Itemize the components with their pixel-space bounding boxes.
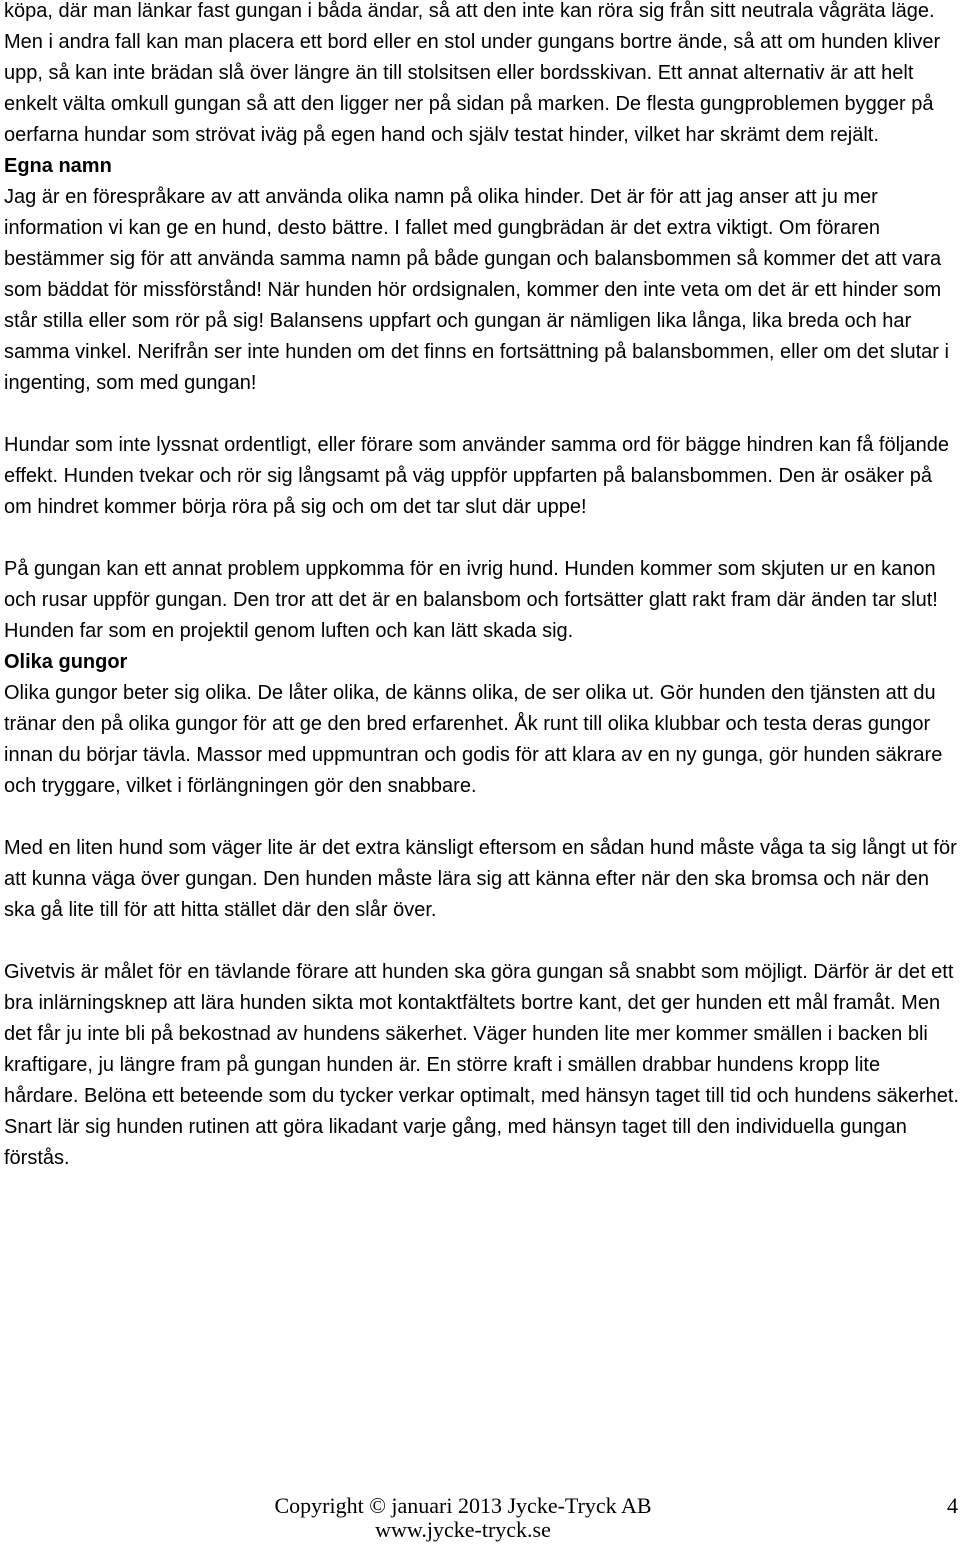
heading-olika-gungor: Olika gungor	[4, 651, 128, 673]
paragraph-effekt: Hundar som inte lyssnat ordentligt, eller förare som använder samma ord för bägge hindren kan få följande effekt. Hunden tvekar och rör sig långsamt på väg uppför uppfarten på balansbommen. Den är osäker på om hindret kommer börja röra på sig och om det tar slut där uppe!	[4, 434, 949, 518]
footer-copyright: Copyright © januari 2013 Jycke-Tryck AB	[274, 1493, 652, 1518]
paragraph-intro: köpa, där man länkar fast gungan i båda ändar, så att den inte kan röra sig från sitt neutrala vågräta läge. Men i andra fall kan man placera ett bord eller en stol under gungans bortre ände, så att om hunden kliver upp, så kan inte brädan slå över längre än till stolsitsen eller bordsskivan. Ett annat alternativ är att helt enkelt välta omkull gungan så att den ligger ner på sidan på marken. De flesta gungproblemen bygger på oerfarna hundar som strövat iväg på egen hand och själv testat hinder, vilket har skrämt dem rejält.	[4, 0, 941, 146]
document-body	[4, 0, 960, 1174]
page-footer	[0, 1488, 960, 1547]
paragraph-liten-hund: Med en liten hund som väger lite är det extra känsligt eftersom en sådan hund måste våga ta sig långt ut för att kunna väga över gungan. Den hunden måste lära sig att känna efter när den ska bromsa och när den ska gå lite till för att hitta stället där den slår över.	[4, 837, 957, 921]
paragraph-malet: Givetvis är målet för en tävlande förare att hunden ska göra gungan så snabbt som möjligt. Därför är det ett bra inlärningsknep att lära hunden sikta mot kontaktfältets bortre kant, det ger hunden ett mål framåt. Men det får ju inte bli på bekostnad av hundens säkerhet. Väger hunden lite mer kommer smällen i backen bli kraftigare, ju längre fram på gungan hunden är. En större kraft i smällen drabbar hundens kropp lite hårdare. Belöna ett beteende som du tycker verkar optimalt, med hänsyn taget till tid och hundens säkerhet. Snart lär sig hunden rutinen att göra likadant varje gång, med hänsyn taget till den individuella gungan förstås.	[4, 961, 959, 1169]
paragraph-olika-gungor: Olika gungor beter sig olika. De låter olika, de känns olika, de ser olika ut. Gör hunden den tjänsten att du tränar den på olika gungor för att ge den bred erfarenhet. Åk runt till olika klubbar och testa deras gungor innan du börjar tävla. Massor med uppmuntran och godis för att klara av en ny gunga, gör hunden säkrare och tryggare, vilket i förlängningen gör den snabbare.	[4, 682, 943, 797]
footer-url: www.jycke-tryck.se	[375, 1517, 551, 1542]
paragraph-egna-namn: Jag är en förespråkare av att använda olika namn på olika hinder. Det är för att jag anser att ju mer information vi kan ge en hund, desto bättre. I fallet med gungbrädan är det extra viktigt. Om föraren bestämmer sig för att använda samma namn på både gungan och balansbommen så kommer det att vara som bäddat för missförstånd! När hunden hör ordsignalen, kommer den inte veta om det är ett hinder som står stilla eller som rör på sig! Balansens uppfart och gungan är nämligen lika långa, lika breda och har samma vinkel. Nerifrån ser inte hunden om det finns en fortsättning på balansbommen, eller om det slutar i ingenting, som med gungan!	[4, 186, 949, 394]
paragraph-ivrig-hund: På gungan kan ett annat problem uppkomma för en ivrig hund. Hunden kommer som skjuten ur en kanon och rusar uppför gungan. Den tror att det är en balansbom och fortsätter glatt rakt fram där änden tar slut! Hunden far som en projektil genom luften och kan lätt skada sig.	[4, 558, 938, 642]
heading-egna-namn: Egna namn	[4, 155, 112, 177]
page-number: 4	[947, 1493, 958, 1518]
